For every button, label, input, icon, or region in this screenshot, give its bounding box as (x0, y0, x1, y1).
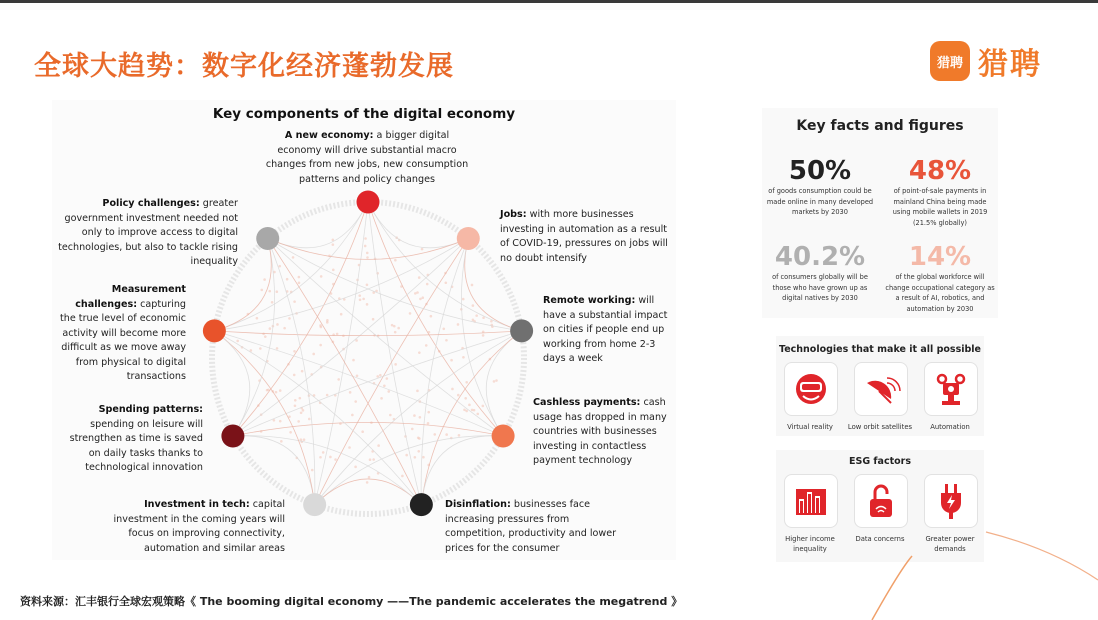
background-dot (458, 434, 461, 437)
diagram-title: Key components of the digital economy (212, 106, 516, 122)
background-dot (421, 248, 424, 251)
background-dot (401, 475, 404, 478)
connection-line (214, 331, 314, 505)
component-heading: Remote working: (543, 295, 636, 306)
background-dot (308, 418, 311, 421)
component-cashless-payments (533, 396, 675, 469)
background-dot (418, 351, 421, 354)
background-dot (332, 269, 335, 272)
component-disinflation (445, 498, 625, 556)
connection-line (421, 436, 503, 505)
connection-line (233, 436, 315, 505)
connection-line (368, 202, 503, 436)
background-dot (394, 259, 397, 262)
node-measurement-challenges (203, 319, 226, 342)
background-dot (394, 363, 397, 366)
background-dot (366, 303, 369, 306)
background-dot (418, 437, 421, 440)
background-dot (416, 390, 419, 393)
node-policy-challenges (256, 227, 279, 250)
component-desc: greater government investment needed not only to improve access to digital technologies, but also to tackle rising inequality (58, 198, 238, 267)
fact-desc: of goods consumption could be made online in many developed markets by 2030 (766, 187, 874, 216)
background-dot (493, 380, 496, 383)
background-dot (433, 433, 436, 436)
tech-label: Virtual reality (787, 423, 833, 431)
node-new-economy (357, 191, 380, 214)
background-dot (451, 388, 454, 391)
fact-value: 50% (788, 156, 852, 186)
background-dot (366, 252, 369, 255)
liepin-logo (930, 40, 1042, 82)
background-dot (334, 458, 337, 461)
background-dot (293, 374, 296, 377)
fact-desc: of consumers globally will be those who have grown up as digital natives by 2030 (772, 273, 868, 302)
connection-line (315, 202, 368, 505)
node-spending-patterns (221, 425, 244, 448)
background-dot (422, 456, 425, 459)
background-dot (349, 391, 352, 394)
component-desc: with more businesses investing in automation as a result of COVID-19, pressures on jobs will no doubt intensify (500, 209, 668, 264)
background-dot (394, 331, 397, 334)
connection-line (315, 238, 469, 504)
node-disinflation (410, 493, 433, 516)
background-dot (299, 397, 302, 400)
background-dot (482, 405, 485, 408)
technologies-panel (776, 336, 984, 436)
background-dot (471, 409, 474, 412)
background-dot (445, 433, 448, 436)
satellite-dish-icon (854, 362, 908, 416)
connection-line (268, 238, 315, 504)
background-dot (442, 327, 445, 330)
fact-desc: of the global workforce will change occupational category as a result of AI, robotics, and automation by 2030 (885, 273, 995, 313)
top-border (0, 0, 1098, 3)
background-dot (280, 440, 283, 443)
background-dot (405, 454, 408, 457)
background-dot (236, 340, 239, 343)
background-dot (332, 243, 335, 246)
background-dot (271, 301, 274, 304)
background-dot (463, 408, 466, 411)
background-dot (409, 312, 412, 315)
background-dot (464, 397, 467, 400)
background-dot (358, 294, 361, 297)
fact-desc: of point-of-sale payments in mainland China being made using mobile wallets in 2019 (21.5% globally) (892, 187, 988, 227)
background-dot (340, 313, 343, 316)
background-dot (289, 431, 292, 434)
background-dot (472, 304, 475, 307)
esg-title: ESG factors (848, 456, 912, 467)
node-cashless-payments (492, 425, 515, 448)
background-dot (356, 374, 359, 377)
background-dot (352, 359, 355, 362)
node-jobs (457, 227, 480, 250)
digital-economy-diagram (52, 100, 676, 560)
background-dot (298, 276, 301, 279)
background-dot (302, 409, 305, 412)
tech-label: Automation (930, 423, 970, 431)
background-dot (279, 420, 282, 423)
component-measurement-challenges (58, 283, 186, 385)
background-dot (393, 325, 396, 328)
logo-text: 猎聘 (978, 47, 1042, 82)
component-desc: spending on leisure will strengthen as time is saved on daily tasks thanks to technological innovation (69, 418, 203, 473)
background-dot (364, 245, 367, 248)
component-desc: cash usage has dropped in many countries with businesses investing in contactless payment technology (533, 397, 667, 466)
node-investment-tech (303, 493, 326, 516)
unlocked-padlock-icon (854, 474, 908, 528)
component-desc: businesses face increasing pressures from competition, productivity and lower prices for the consumer (445, 499, 617, 554)
background-dot (294, 404, 297, 407)
background-dot (457, 394, 460, 397)
component-desc: a bigger digital economy will drive substantial macro changes from new jobs, new consumption patterns and policy changes (265, 130, 469, 185)
background-dot (286, 278, 289, 281)
background-dot (389, 414, 392, 417)
component-heading: Disinflation: (445, 499, 511, 510)
background-dot (482, 334, 485, 337)
background-dot (266, 389, 269, 392)
background-dot (275, 391, 278, 394)
background-dot (414, 456, 417, 459)
background-dot (472, 319, 475, 322)
background-dot (264, 335, 267, 338)
background-dot (301, 370, 304, 373)
tech-label: Low orbit satellites (847, 423, 913, 431)
background-dot (311, 469, 314, 472)
background-dot (298, 282, 301, 285)
background-dot (471, 284, 474, 287)
background-dot (391, 324, 394, 327)
background-dot (364, 237, 367, 240)
background-dot (359, 298, 362, 301)
background-dot (268, 290, 271, 293)
background-dot (450, 359, 453, 362)
background-dot (326, 321, 329, 324)
background-dot (445, 339, 448, 342)
background-dot (260, 289, 263, 292)
background-dot (351, 414, 354, 417)
esg-label: Higher income inequality (785, 535, 835, 553)
component-desc: capital investment in the coming years will focus on improving connectivity, automation and similar areas (113, 499, 285, 554)
source-note: 资料来源：汇丰银行全球宏观策略《 The booming digital economy ——The pandemic accelerates the megatrend 》 (20, 595, 683, 608)
fact-item (764, 242, 876, 304)
fact-item (884, 242, 996, 314)
background-dot (276, 347, 279, 350)
background-dot (366, 256, 369, 259)
component-heading: Cashless payments: (533, 397, 641, 408)
background-dot (419, 416, 422, 419)
background-dot (259, 347, 262, 350)
component-heading: Measurement challenges: (75, 284, 186, 310)
component-heading: Spending patterns: (98, 404, 203, 415)
background-dot (376, 375, 379, 378)
background-dot (294, 399, 297, 402)
connection-line (368, 202, 421, 505)
background-dot (417, 450, 420, 453)
background-dot (297, 420, 300, 423)
connection-line (214, 331, 521, 336)
background-dot (418, 276, 421, 279)
background-dot (430, 315, 433, 318)
background-dot (278, 265, 281, 268)
background-dot (269, 327, 272, 330)
connection-line (368, 202, 522, 331)
background-dot (293, 300, 296, 303)
key-facts-title: Key facts and figures (796, 118, 964, 134)
background-dot (319, 324, 322, 327)
background-dot (416, 291, 419, 294)
background-dot (336, 333, 339, 336)
component-investment-tech (102, 498, 285, 556)
background-dot (379, 374, 382, 377)
background-dot (263, 278, 266, 281)
background-dot (468, 404, 471, 407)
background-dot (421, 296, 424, 299)
background-dot (457, 323, 460, 326)
component-jobs (500, 208, 675, 266)
fact-value: 14% (908, 242, 972, 272)
background-dot (319, 344, 322, 347)
connection-line (268, 238, 422, 504)
background-dot (362, 298, 365, 301)
connection-line (233, 422, 503, 436)
background-dot (386, 377, 389, 380)
outer-ring (212, 202, 524, 514)
background-dot (411, 428, 414, 431)
background-dot (337, 378, 340, 381)
esg-label: Greater power demands (925, 535, 975, 553)
background-dot (495, 379, 498, 382)
logo-badge: 猎聘 (930, 41, 970, 81)
component-desc: will have a substantial impact on cities if people end up working from home 2-3 days a week (543, 295, 668, 364)
background-dot (476, 413, 479, 416)
background-dot (276, 323, 279, 326)
connection-line (233, 202, 368, 436)
background-dot (312, 353, 315, 356)
background-dot (425, 344, 428, 347)
background-dot (361, 430, 364, 433)
esg-label: Data concerns (855, 535, 905, 543)
background-dot (380, 397, 383, 400)
background-dot (354, 400, 357, 403)
background-dot (320, 275, 323, 278)
technologies-title: Technologies that make it all possible (778, 344, 981, 355)
component-heading: Investment in tech: (144, 499, 250, 510)
component-spending-patterns (60, 403, 203, 476)
esg-panel (776, 450, 984, 562)
background-dot (413, 414, 416, 417)
component-heading: A new economy: (284, 130, 374, 141)
background-dot (419, 298, 422, 301)
fact-item (764, 156, 876, 218)
background-dot (372, 318, 375, 321)
background-dot (292, 256, 295, 259)
background-dot (427, 422, 430, 425)
background-dot (444, 281, 447, 284)
fact-value: 48% (908, 156, 972, 186)
fact-item (884, 156, 996, 228)
background-dot (326, 394, 329, 397)
background-dot (348, 446, 351, 449)
component-new-economy (262, 129, 472, 187)
background-dot (397, 327, 400, 330)
component-heading: Policy challenges: (102, 198, 200, 209)
page-title: 全球大趋势：数字化经济蓬勃发展 (34, 51, 454, 82)
background-dot (465, 381, 468, 384)
background-dot (354, 466, 357, 469)
background-dot (279, 389, 282, 392)
background-dot (377, 444, 380, 447)
component-desc: capturing the true level of economic activity will become more difficult as we move away from physical to digital transactions (60, 298, 186, 382)
fact-value: 40.2% (774, 242, 866, 272)
connection-line (214, 331, 249, 436)
component-remote-working (543, 294, 673, 367)
background-dot (369, 458, 372, 461)
robot-icon (924, 362, 978, 416)
background-dot (414, 292, 417, 295)
background-dot (319, 456, 322, 459)
background-dot (462, 356, 465, 359)
connection-line (486, 331, 521, 436)
background-dot (462, 298, 465, 301)
background-dot (283, 327, 286, 330)
background-dot (288, 317, 291, 320)
node-remote-working (510, 319, 533, 342)
background-dot (387, 390, 390, 393)
background-dot (366, 284, 369, 287)
key-facts-panel (762, 108, 998, 318)
power-plug-icon (924, 474, 978, 528)
background-dot (368, 476, 371, 479)
background-dot (366, 481, 369, 484)
background-dot (276, 290, 279, 293)
component-heading: Jobs: (500, 209, 527, 220)
background-dot (293, 350, 296, 353)
background-dot (256, 317, 259, 320)
background-dot (475, 314, 478, 317)
background-dot (427, 411, 430, 414)
vr-headset-icon (784, 362, 838, 416)
background-dot (300, 411, 303, 414)
background-dot (426, 283, 429, 286)
connection-line (421, 331, 521, 505)
bar-chart-icon (784, 474, 838, 528)
background-dot (372, 458, 375, 461)
background-dot (303, 438, 306, 441)
background-dot (322, 451, 325, 454)
background-dot (383, 384, 386, 387)
background-dot (329, 456, 332, 459)
component-policy-challenges (58, 197, 238, 270)
